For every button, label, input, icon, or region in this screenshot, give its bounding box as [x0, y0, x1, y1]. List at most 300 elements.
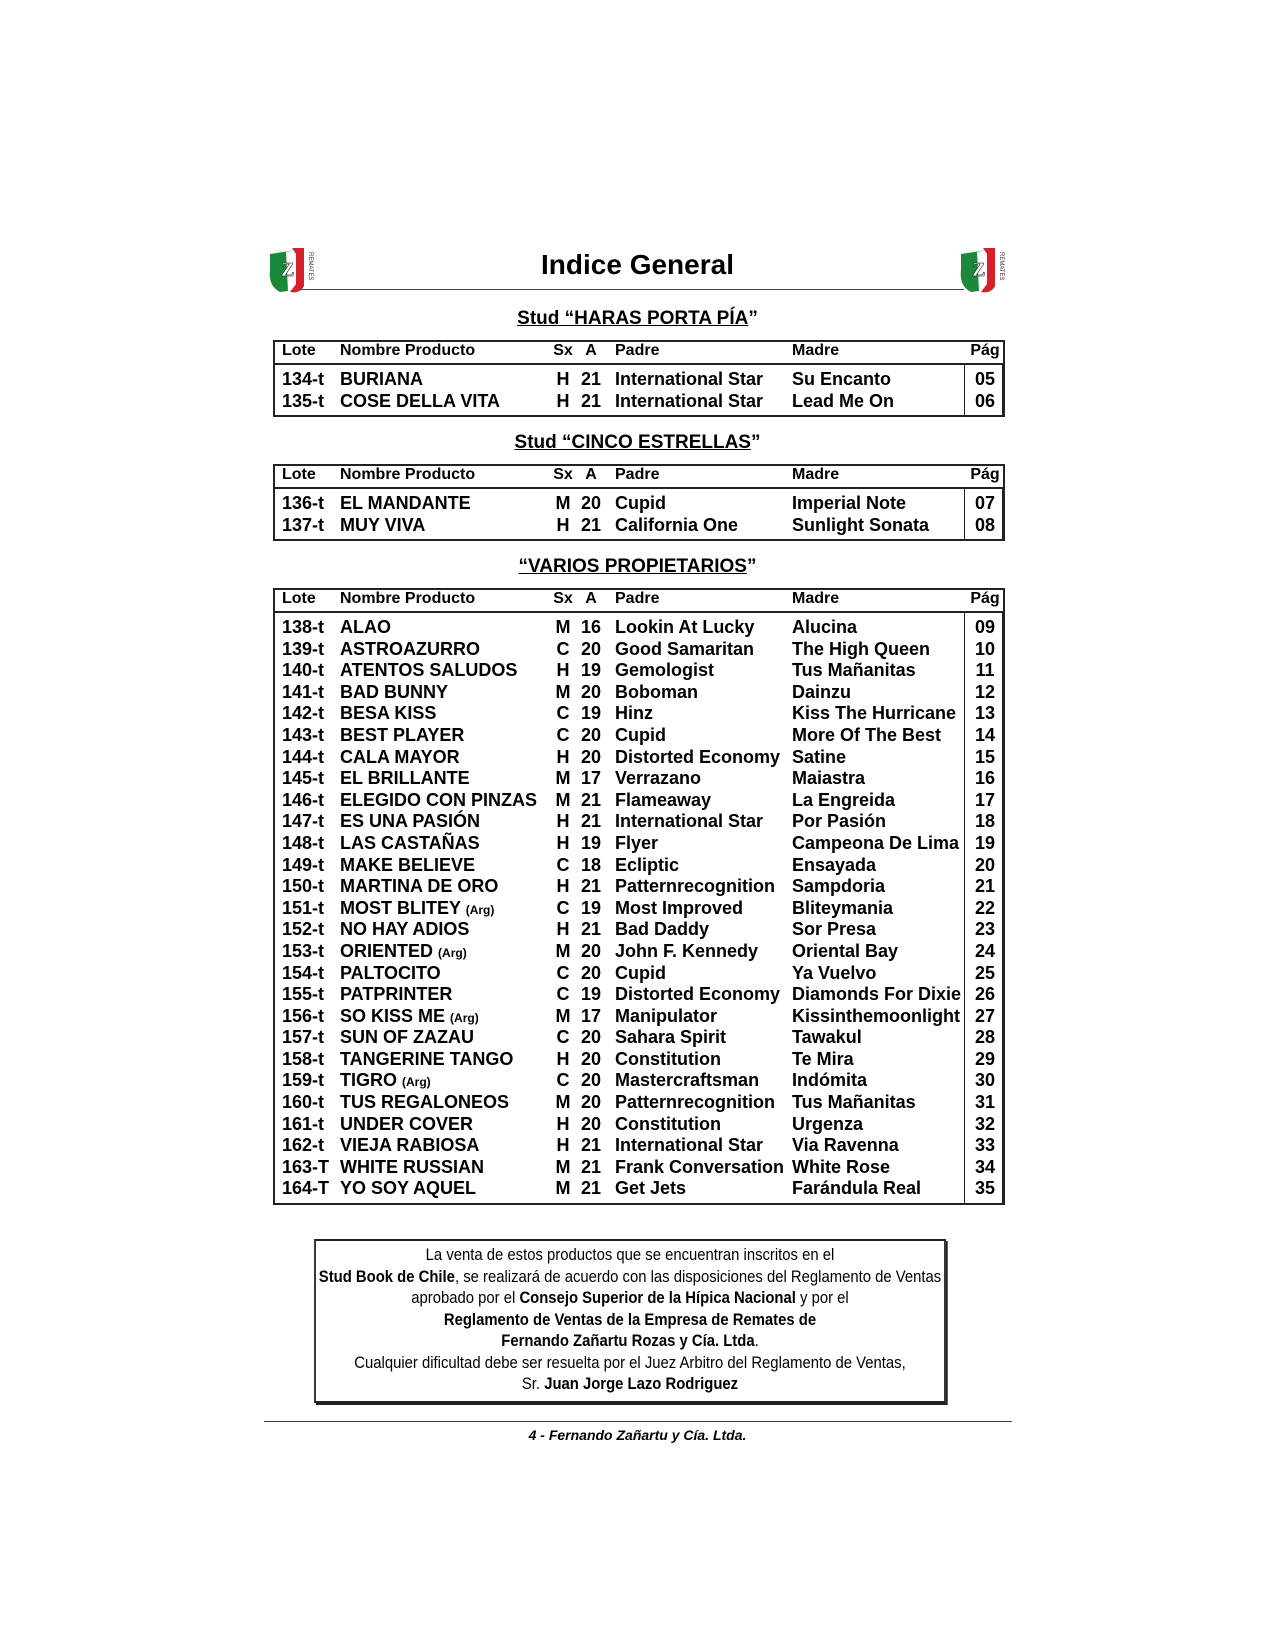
lote-cell: 143-t — [282, 724, 325, 745]
table-row — [275, 963, 1002, 985]
page-cell: 35 — [974, 1178, 996, 1199]
age-cell: 19 — [580, 832, 602, 853]
table-header — [275, 342, 1003, 365]
notice-line: Stud Book de Chile, se realizará de acuerdo con las disposiciones del Reglamento de Ventas — [318, 1267, 942, 1286]
product-name: ES UNA PASIÓN — [340, 811, 481, 832]
page-cell: 13 — [974, 703, 996, 724]
sire-cell: Patternrecognition — [615, 876, 776, 897]
product-name-cell — [340, 1070, 431, 1091]
page-cell: 19 — [974, 832, 996, 853]
sex-cell: M — [555, 681, 571, 702]
svg-text:REMATES: REMATES — [998, 252, 1004, 281]
col-sx-header: Sx — [553, 466, 573, 483]
sire-cell: Get Jets — [615, 1178, 687, 1199]
product-name-cell — [340, 493, 471, 514]
table-row — [275, 391, 1002, 413]
product-name-cell — [340, 963, 441, 984]
index-table — [273, 588, 1005, 1205]
age-cell: 20 — [580, 962, 602, 983]
product-name-cell — [340, 876, 498, 897]
age-cell: 20 — [580, 746, 602, 767]
page-cell: 05 — [974, 369, 996, 389]
sex-cell: H — [556, 390, 570, 411]
dam-cell: Satine — [792, 746, 847, 767]
product-name-cell — [340, 768, 470, 789]
table-row — [275, 1178, 1002, 1200]
col-a-header: A — [585, 466, 597, 483]
page-title: Indice General — [541, 249, 734, 280]
sire-cell: Good Samaritan — [615, 638, 755, 659]
age-cell: 21 — [580, 1156, 602, 1177]
product-name-cell — [340, 811, 480, 832]
sex-cell: C — [556, 854, 570, 875]
age-cell: 20 — [580, 940, 602, 961]
table-row — [275, 515, 1002, 537]
lote-cell: 147-t — [282, 811, 325, 832]
page-cell: 11 — [975, 660, 995, 681]
page-cell: 22 — [974, 897, 996, 918]
product-name-cell — [340, 833, 480, 854]
age-cell: 21 — [580, 789, 602, 810]
product-name: PALTOCITO — [340, 962, 441, 983]
lote-cell: 137-t — [282, 514, 325, 535]
product-name-cell — [340, 703, 436, 724]
product-name: BEST PLAYER — [340, 724, 465, 745]
table-row — [275, 768, 1002, 790]
product-name: UNDER COVER — [340, 1113, 474, 1134]
dam-cell: Su Encanto — [792, 369, 892, 389]
sex-cell: M — [555, 1092, 571, 1113]
product-name-cell — [340, 1178, 476, 1199]
product-name: MAKE BELIEVE — [340, 854, 476, 875]
origin-suffix: (Arg) — [465, 902, 495, 917]
age-cell: 21 — [580, 1135, 602, 1156]
sire-cell: Ecliptic — [615, 854, 680, 875]
age-cell: 20 — [580, 1027, 602, 1048]
lote-cell: 150-t — [282, 876, 325, 897]
table-row — [275, 855, 1002, 877]
page-cell: 23 — [974, 919, 996, 940]
product-name-cell — [340, 919, 469, 940]
sex-cell: M — [555, 789, 571, 810]
product-name: TIGRO — [340, 1070, 397, 1091]
product-name: NO HAY ADIOS — [340, 919, 470, 940]
product-name: SO KISS ME — [340, 1005, 446, 1026]
sire-cell: Constitution — [615, 1113, 721, 1134]
age-cell: 17 — [580, 1005, 602, 1026]
table-row — [275, 369, 1002, 391]
sire-cell: Cupid — [615, 493, 666, 513]
lote-cell: 161-t — [282, 1113, 325, 1134]
age-cell: 19 — [580, 984, 602, 1005]
product-name: ALAO — [340, 617, 391, 637]
sex-cell: C — [556, 724, 570, 745]
svg-text:REMATES: REMATES — [307, 252, 313, 281]
sex-cell: C — [556, 1027, 570, 1048]
lote-cell: 152-t — [282, 919, 325, 940]
page-cell: 30 — [974, 1070, 996, 1091]
col-padre-header: Padre — [615, 590, 660, 607]
svg-text:Z: Z — [972, 259, 986, 281]
lote-cell: 138-t — [282, 617, 325, 637]
age-cell: 20 — [580, 1113, 602, 1134]
age-cell: 19 — [580, 660, 602, 681]
lote-cell: 156-t — [282, 1005, 325, 1026]
col-padre-header: Padre — [615, 342, 660, 359]
page-cell: 25 — [974, 962, 996, 983]
sex-cell: C — [556, 703, 570, 724]
col-pag-header: Pág — [970, 590, 1000, 607]
product-name: PATPRINTER — [340, 984, 453, 1005]
sire-cell: International Star — [615, 369, 764, 389]
age-cell: 19 — [580, 897, 602, 918]
sire-cell: International Star — [615, 811, 764, 832]
lote-cell: 142-t — [282, 703, 325, 724]
sire-cell: Hinz — [615, 703, 653, 724]
product-name-cell — [340, 1049, 513, 1070]
sire-cell: Flyer — [615, 832, 659, 853]
sex-cell: H — [556, 919, 570, 940]
footer-divider — [264, 1421, 1012, 1422]
section-title: “VARIOS PROPIETARIOS” — [518, 556, 757, 577]
col-sx-header: Sx — [553, 342, 573, 359]
sex-cell: M — [555, 617, 571, 637]
product-name: EL MANDANTE — [340, 493, 471, 513]
sire-cell: John F. Kennedy — [615, 940, 759, 961]
age-cell: 18 — [580, 854, 602, 875]
title-divider — [300, 289, 964, 290]
sex-cell: H — [556, 660, 570, 681]
sire-cell: Manipulator — [615, 1005, 717, 1026]
age-cell: 21 — [580, 876, 602, 897]
age-cell: 20 — [580, 1048, 602, 1069]
table-header — [275, 590, 1003, 613]
sire-cell: Cupid — [615, 962, 666, 983]
table-row — [275, 876, 1002, 898]
page-footer: 4 - Fernando Zañartu y Cía. Ltda. — [528, 1427, 747, 1443]
page-cell: 21 — [974, 876, 996, 897]
page-cell: 20 — [974, 854, 996, 875]
page-cell: 31 — [974, 1092, 996, 1113]
notice-line: Fernando Zañartu Rozas y Cía. Ltda. — [501, 1332, 759, 1350]
sex-cell: H — [556, 1113, 570, 1134]
sire-cell: Gemologist — [615, 660, 715, 681]
lote-cell: 160-t — [282, 1092, 325, 1113]
table-row — [275, 941, 1002, 963]
product-name-cell — [340, 1006, 479, 1027]
col-nombre-header: Nombre Producto — [340, 342, 476, 359]
sire-cell: Boboman — [615, 681, 698, 702]
table-row — [275, 617, 1002, 639]
lote-cell: 157-t — [282, 1027, 325, 1048]
lote-cell: 144-t — [282, 746, 325, 767]
product-name: MARTINA DE ORO — [340, 876, 499, 897]
lote-cell: 139-t — [282, 638, 325, 659]
product-name: LAS CASTAÑAS — [340, 832, 480, 853]
sire-cell: International Star — [615, 390, 764, 411]
table-row — [275, 790, 1002, 812]
age-cell: 21 — [580, 919, 602, 940]
dam-cell: Lead Me On — [792, 390, 895, 411]
lote-cell: 153-t — [282, 940, 325, 961]
dam-cell: More Of The Best — [792, 724, 942, 745]
age-cell: 20 — [580, 681, 602, 702]
product-name-cell — [340, 984, 452, 1005]
notice-line: aprobado por el Consejo Superior de la Hípica Nacional y por el — [411, 1289, 849, 1307]
table-row — [275, 1157, 1002, 1179]
table-header — [275, 466, 1003, 489]
table-row — [275, 833, 1002, 855]
dam-cell: Kissinthemoonlight — [792, 1005, 960, 1026]
dam-cell: Dainzu — [792, 681, 852, 702]
dam-cell: Ya Vuelvo — [792, 962, 877, 983]
lote-cell: 158-t — [282, 1048, 325, 1069]
sex-cell: C — [556, 962, 570, 983]
product-name-cell — [340, 898, 494, 919]
notice-line: Cualquier dificultad debe ser resuelta por el Juez Arbitro del Reglamento de Ventas, — [354, 1353, 906, 1372]
page-cell: 14 — [974, 724, 996, 745]
dam-cell: Por Pasión — [792, 811, 887, 832]
page-cell: 06 — [974, 390, 996, 411]
lote-cell: 134-t — [282, 369, 325, 389]
product-name: YO SOY AQUEL — [340, 1178, 477, 1199]
lote-cell: 149-t — [282, 854, 325, 875]
dam-cell: Kiss The Hurricane — [792, 703, 957, 724]
page-cell: 17 — [974, 789, 996, 810]
product-name-cell — [340, 1027, 474, 1048]
table-row — [275, 682, 1002, 704]
col-madre-header: Madre — [792, 342, 840, 359]
product-name: WHITE RUSSIAN — [340, 1156, 484, 1177]
product-name-cell — [340, 369, 423, 390]
product-name: BAD BUNNY — [340, 681, 448, 702]
product-name: CALA MAYOR — [340, 746, 460, 767]
page-cell: 16 — [974, 768, 996, 789]
sex-cell: H — [556, 832, 570, 853]
product-name-cell — [340, 639, 480, 660]
dam-cell: Alucina — [792, 617, 858, 637]
section-title: Stud “CINCO ESTRELLAS” — [514, 432, 761, 453]
table-row — [275, 639, 1002, 661]
dam-cell: Maiastra — [792, 768, 866, 789]
table-row — [275, 703, 1002, 725]
table-row — [275, 660, 1002, 682]
dam-cell: Urgenza — [792, 1113, 864, 1134]
product-name-cell — [340, 855, 475, 876]
sex-cell: H — [556, 1048, 570, 1069]
product-name-cell — [340, 1092, 509, 1113]
lote-cell: 164-T — [282, 1178, 330, 1199]
age-cell: 20 — [580, 724, 602, 745]
page-cell: 24 — [974, 940, 996, 961]
dam-cell: Bliteymania — [792, 897, 894, 918]
lote-cell: 148-t — [282, 832, 325, 853]
sex-cell: M — [555, 493, 571, 513]
sex-cell: C — [556, 638, 570, 659]
table-row — [275, 493, 1002, 515]
table-row — [275, 1070, 1002, 1092]
sire-cell: Most Improved — [615, 897, 744, 918]
col-lote-header: Lote — [282, 590, 316, 607]
product-name: EL BRILLANTE — [340, 768, 470, 789]
sex-cell: H — [556, 514, 570, 535]
sex-cell: C — [556, 1070, 570, 1091]
product-name: ASTROAZURRO — [340, 638, 480, 659]
age-cell: 20 — [580, 493, 602, 513]
table-row — [275, 1135, 1002, 1157]
page-cell: 08 — [974, 514, 996, 535]
sire-cell: Frank Conversation — [615, 1156, 785, 1177]
sire-cell: Cupid — [615, 724, 666, 745]
product-name-cell — [340, 515, 425, 536]
product-name-cell — [340, 1135, 479, 1156]
sex-cell: H — [556, 1135, 570, 1156]
sex-cell: H — [556, 746, 570, 767]
col-lote-header: Lote — [282, 342, 316, 359]
sire-cell: California One — [615, 514, 739, 535]
section-title: Stud “HARAS PORTA PÍA” — [517, 308, 758, 329]
notice-line: La venta de estos productos que se encuentran inscritos en el — [425, 1246, 835, 1264]
sire-cell: Distorted Economy — [615, 746, 781, 767]
dam-cell: Ensayada — [792, 854, 877, 875]
table-row — [275, 898, 1002, 920]
lote-cell: 145-t — [282, 768, 325, 789]
lote-cell: 162-t — [282, 1135, 325, 1156]
lote-cell: 154-t — [282, 962, 325, 983]
product-name: ATENTOS SALUDOS — [340, 660, 518, 681]
sire-cell: Patternrecognition — [615, 1092, 776, 1113]
dam-cell: Oriental Bay — [792, 940, 899, 961]
dam-cell: Tawakul — [792, 1027, 862, 1048]
col-madre-header: Madre — [792, 590, 840, 607]
sex-cell: M — [555, 940, 571, 961]
lote-cell: 146-t — [282, 789, 325, 810]
sex-cell: H — [556, 369, 570, 389]
origin-suffix: (Arg) — [450, 1010, 479, 1025]
product-name: TANGERINE TANGO — [340, 1048, 514, 1069]
sire-cell: Bad Daddy — [615, 919, 710, 940]
dam-cell: Tus Mañanitas — [792, 660, 916, 681]
dam-cell: Via Ravenna — [792, 1135, 899, 1156]
product-name: ELEGIDO CON PINZAS — [340, 789, 538, 810]
col-a-header: A — [585, 342, 597, 359]
product-name-cell — [340, 391, 500, 412]
product-name: VIEJA RABIOSA — [340, 1135, 480, 1156]
page-cell: 34 — [974, 1156, 996, 1177]
svg-text:Z: Z — [281, 259, 295, 281]
sex-cell: H — [556, 876, 570, 897]
age-cell: 16 — [580, 617, 602, 637]
table-row — [275, 1049, 1002, 1071]
sire-cell: Distorted Economy — [615, 984, 781, 1005]
sex-cell: M — [555, 768, 571, 789]
age-cell: 21 — [580, 369, 602, 389]
table-row — [275, 1114, 1002, 1136]
table-row — [275, 1027, 1002, 1049]
product-name: ORIENTED — [340, 940, 434, 961]
dam-cell: Te Mira — [792, 1048, 854, 1069]
dam-cell: Imperial Note — [792, 493, 907, 513]
dam-cell: Tus Mañanitas — [792, 1092, 916, 1113]
notice-line: Reglamento de Ventas de la Empresa de Remates de — [443, 1310, 817, 1329]
product-name-cell — [340, 1157, 484, 1178]
sire-cell: Verrazano — [615, 768, 702, 789]
sire-cell: Constitution — [615, 1048, 721, 1069]
product-name: BURIANA — [340, 369, 423, 389]
product-name-cell — [340, 660, 517, 681]
dam-cell: Sunlight Sonata — [792, 514, 929, 535]
col-a-header: A — [585, 590, 597, 607]
lote-cell: 141-t — [282, 681, 325, 702]
sire-cell: Mastercraftsman — [615, 1070, 760, 1091]
col-lote-header: Lote — [282, 466, 316, 483]
page-cell: 09 — [974, 617, 996, 637]
col-nombre-header: Nombre Producto — [340, 590, 476, 607]
page-cell: 12 — [974, 681, 996, 702]
age-cell: 21 — [580, 811, 602, 832]
notice-line: Sr. Juan Jorge Lazo Rodriguez — [521, 1375, 739, 1393]
sex-cell: M — [555, 1156, 571, 1177]
sex-cell: H — [556, 811, 570, 832]
sire-cell: Lookin At Lucky — [615, 617, 755, 637]
table-row — [275, 1006, 1002, 1028]
age-cell: 19 — [580, 703, 602, 724]
page-cell: 10 — [974, 638, 996, 659]
lote-cell: 136-t — [282, 493, 325, 513]
product-name-cell — [340, 941, 467, 962]
dam-cell: Campeona De Lima — [792, 832, 960, 853]
sire-cell: International Star — [615, 1135, 764, 1156]
dam-cell: Diamonds For Dixie — [792, 984, 962, 1005]
lote-cell: 159-t — [282, 1070, 325, 1091]
age-cell: 20 — [580, 1070, 602, 1091]
dam-cell: The High Queen — [792, 638, 931, 659]
product-name-cell — [340, 617, 391, 638]
lote-cell: 140-t — [282, 660, 325, 681]
col-pag-header: Pág — [970, 342, 1000, 359]
product-name-cell — [340, 747, 460, 768]
age-cell: 17 — [580, 768, 602, 789]
sex-cell: M — [555, 1005, 571, 1026]
page-cell: 33 — [974, 1135, 996, 1156]
lote-cell: 155-t — [282, 984, 325, 1005]
table-row — [275, 919, 1002, 941]
page-cell: 26 — [974, 984, 996, 1005]
product-name-cell — [340, 682, 448, 703]
product-name: MUY VIVA — [340, 514, 426, 535]
lote-cell: 135-t — [282, 390, 325, 411]
page-cell: 07 — [974, 493, 996, 513]
product-name: MOST BLITEY — [340, 897, 461, 918]
page-cell: 18 — [974, 811, 996, 832]
dam-cell: White Rose — [792, 1156, 891, 1177]
index-table — [273, 464, 1005, 541]
origin-suffix: (Arg) — [402, 1075, 431, 1090]
dam-cell: Farándula Real — [792, 1178, 922, 1199]
age-cell: 20 — [580, 1092, 602, 1113]
product-name: COSE DELLA VITA — [340, 390, 501, 411]
index-table — [273, 340, 1005, 417]
age-cell: 21 — [580, 390, 602, 411]
lote-cell: 151-t — [282, 897, 325, 918]
age-cell: 21 — [580, 514, 602, 535]
sire-cell: Flameaway — [615, 789, 712, 810]
sire-cell: Sahara Spirit — [615, 1027, 727, 1048]
page-cell: 15 — [974, 746, 996, 767]
product-name-cell — [340, 725, 464, 746]
col-nombre-header: Nombre Producto — [340, 466, 476, 483]
col-pag-header: Pág — [970, 466, 1000, 483]
